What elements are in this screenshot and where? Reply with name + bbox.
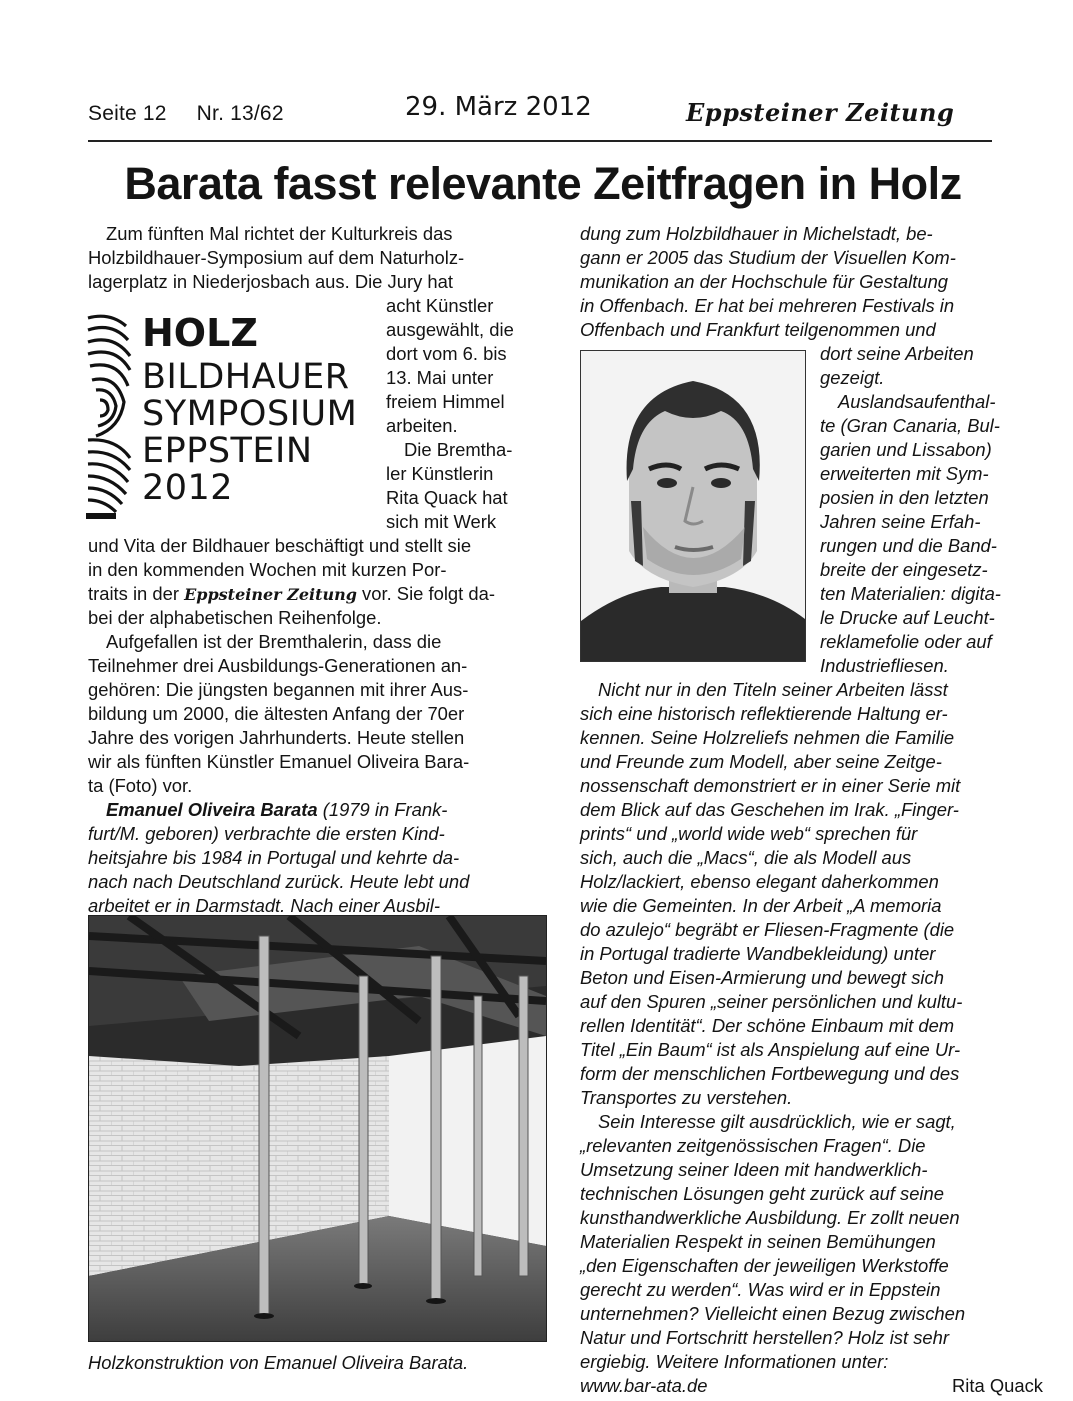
text-line: Jahren seine Erfah- (820, 511, 981, 532)
text-line: Transportes zu verstehen. (580, 1087, 793, 1108)
text-line: lagerplatz in Niederjosbach aus. Die Jury hat (88, 271, 453, 292)
text-line: acht Künstler (386, 295, 494, 316)
text-line: te (Gran Canaria, Bul- (820, 415, 1000, 436)
text-line: le Drucke auf Leucht- (820, 607, 995, 628)
text-line: sich eine historisch reflektierende Haltung er- (580, 703, 948, 724)
text-line: wie die Gemeinten. In der Arbeit „A memoria (580, 895, 942, 916)
text-line: furt/M. geboren) verbrachte die ersten Kind- (88, 823, 445, 844)
wrapped-text (820, 342, 1043, 678)
text-line: Beton und Eisen-Armierung und bewegt sich (580, 967, 944, 988)
text-line: nossenschaft demonstriert er in einer Serie mit (580, 775, 961, 796)
text-line: prints“ und „world wide web“ sprechen für (580, 823, 918, 844)
text-line: Aufgefallen ist der Bremthalerin, dass die (106, 631, 442, 652)
text-line: dort seine Arbeiten (820, 343, 974, 364)
text-line: reklamefolie oder auf (820, 631, 992, 652)
page-header (88, 102, 314, 126)
text-line: Titel „Ein Baum“ ist als Anspielung auf eine Ur- (580, 1039, 961, 1060)
logo-line: 2012 (142, 468, 234, 508)
text-line: „relevanten zeitgenössischen Fragen“. Die (580, 1135, 926, 1156)
newspaper-name: Eppsteiner Zeitung (686, 98, 955, 127)
text-line: gerecht zu werden“. Was wird er in Eppstein (580, 1279, 941, 1300)
text-line: technischen Lösungen geht zurück auf seine (580, 1183, 944, 1204)
text-line: Holzbildhauer-Symposium auf dem Naturholz- (88, 247, 465, 268)
warehouse-image (89, 916, 546, 1341)
text-line: Natur und Fortschritt herstellen? Holz ist sehr (580, 1327, 949, 1348)
text-line: bei der alphabetischen Reihenfolge. (88, 607, 382, 628)
text-line: in den kommenden Wochen mit kurzen Por- (88, 559, 447, 580)
text-line: Umsetzung seiner Ideen mit handwerklich- (580, 1159, 928, 1180)
text-line: form der menschlichen Fortbewegung und des (580, 1063, 960, 1084)
text-line: unternehmen? Vielleicht einen Bezug zwischen (580, 1303, 966, 1324)
text-line: Teilnehmer drei Ausbildungs-Generationen an- (88, 655, 468, 676)
text-line: sich mit Werk (386, 511, 497, 532)
text-line (580, 1374, 1043, 1398)
text-line: garien und Lissabon) (820, 439, 992, 460)
text-line: rungen und die Band- (820, 535, 997, 556)
text-line: Holz/lackiert, ebenso elegant daherkommen (580, 871, 939, 892)
artist-name: Emanuel Oliveira Barata (106, 799, 318, 820)
text-line: ta (Foto) vor. (88, 775, 193, 796)
portrait-image (581, 351, 805, 661)
text-line: 13. Mai unter (386, 367, 494, 388)
text-line: bildung um 2000, die ältesten Anfang der 70er (88, 703, 465, 724)
logo-line: BILDHAUER (142, 357, 350, 397)
text-line: nach nach Deutschland zurück. Heute lebt und (88, 871, 470, 892)
symposium-logo (86, 310, 376, 525)
photo-caption: Holzkonstruktion von Emanuel Oliveira Barata. (88, 1352, 469, 1373)
text-line: kunsthandwerkliche Ausbildung. Er zollt neuen (580, 1207, 960, 1228)
text-line: Emanuel Oliveira Barata (1979 in Frank- (106, 799, 448, 820)
newspaper-name-inline: Eppsteiner Zeitung (184, 585, 357, 604)
logo-line: SYMPOSIUM (142, 394, 358, 434)
text-line: Zum fünften Mal richtet der Kulturkreis das (106, 223, 453, 244)
text-line: do azulejo“ begräbt er Fliesen-Fragmente (die (580, 919, 955, 940)
text-line: erweiterten mit Sym- (820, 463, 989, 484)
text-line: „den Eigenschaften der jeweiligen Werkstoffe (580, 1255, 949, 1276)
artist-portrait (580, 350, 806, 662)
fingerprint-icon (86, 310, 132, 520)
sculpture-photo (88, 915, 547, 1342)
page-number: Seite 12 (88, 102, 167, 125)
text-line: auf den Spuren „seiner persönlichen und kultu- (580, 991, 963, 1012)
text-line: Auslandsaufenthal- (838, 391, 996, 412)
text-line: sich, auch die „Macs“, die als Modell aus (580, 847, 912, 868)
header-rule (88, 140, 992, 142)
text-line: wir als fünften Künstler Emanuel Oliveira Bara- (88, 751, 470, 772)
text-line: in Offenbach. Er hat bei mehreren Festivals in (580, 295, 955, 316)
text-line: Materialien Respekt in seinen Bemühungen (580, 1231, 936, 1252)
headline: Barata fasst relevante Zeitfragen in Holz (124, 158, 962, 209)
logo-line: EPPSTEIN (142, 431, 313, 471)
text-line: und Vita der Bildhauer beschäftigt und stellt sie (88, 535, 472, 556)
text-line: heitsjahre bis 1984 in Portugal und kehrte da- (88, 847, 460, 868)
text-line: dung zum Holzbildhauer in Michelstadt, be- (580, 223, 933, 244)
text-line: Nicht nur in den Titeln seiner Arbeiten lässt (598, 679, 948, 700)
text-line: und Freunde zum Modell, aber seine Zeitge- (580, 751, 942, 772)
text-line: rellen Identität“. Der schöne Einbaum mit dem (580, 1015, 955, 1036)
text-line: Sein Interesse gilt ausdrücklich, wie er sagt, (598, 1111, 956, 1132)
text-line: arbeitet er in Darmstadt. Nach einer Ausbil- (88, 895, 440, 916)
text-line: Rita Quack hat (386, 487, 508, 508)
logo-text (142, 310, 357, 508)
issue-number: Nr. 13/62 (196, 102, 284, 125)
text-line: ausgewählt, die (386, 319, 514, 340)
text-line: dort vom 6. bis (386, 343, 507, 364)
text-line: arbeiten. (386, 415, 458, 436)
logo-line: HOLZ (142, 311, 258, 355)
text-line: munikation an der Hochschule für Gestaltung (580, 271, 949, 292)
text-line: Offenbach und Frankfurt teilgenommen und (580, 319, 936, 340)
text-line: breite der eingesetz- (820, 559, 988, 580)
text-line: gezeigt. (820, 367, 885, 388)
text-line: Industriefliesen. (820, 655, 949, 676)
text-line: dem Blick auf das Geschehen im Irak. „Finger- (580, 799, 959, 820)
text-line: freiem Himmel (386, 391, 505, 412)
text-line: ler Künstlerin (386, 463, 494, 484)
text-line: kennen. Seine Holzreliefs nehmen die Familie (580, 727, 955, 748)
text-line: Die Bremtha- (404, 439, 513, 460)
text-line: ergiebig. Weitere Informationen unter: (580, 1351, 889, 1372)
text-line: in Portugal tradierte Wandbekleidung) unter (580, 943, 936, 964)
text-line: gann er 2005 das Studium der Visuellen Kom- (580, 247, 956, 268)
text-line: gehören: Die jüngsten begannen mit ihrer Aus- (88, 679, 469, 700)
issue-date: 29. März 2012 (405, 92, 592, 122)
text-line: Jahre des vorigen Jahrhunderts. Heute stellen (88, 727, 465, 748)
text-line: ten Materialien: digita- (820, 583, 1001, 604)
text-line: traits in der Eppsteiner Zeitung vor. Sie folgt da- (88, 583, 495, 604)
author-name: Rita Quack (952, 1375, 1043, 1396)
website-link: www.bar-ata.de (580, 1375, 708, 1396)
text-line: posien in den letzten (820, 487, 989, 508)
